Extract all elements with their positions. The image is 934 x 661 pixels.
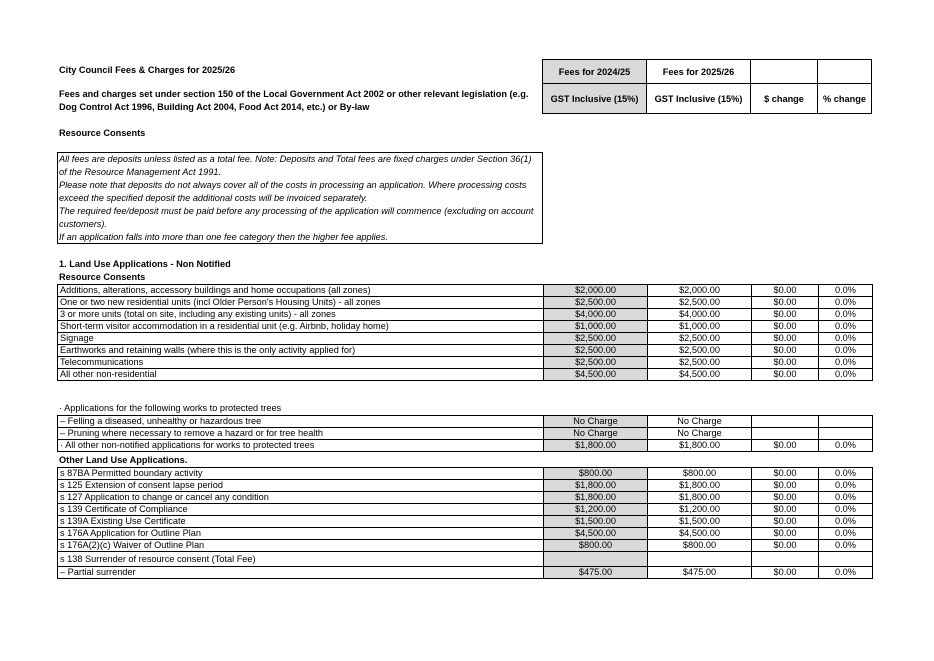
fee-2024-25: $1,000.00: [544, 321, 648, 333]
fee-description: s 139 Certificate of Compliance: [58, 504, 544, 516]
fee-2025-26: $2,500.00: [648, 357, 752, 369]
note-line: The required fee/deposit must be paid before any processing of the application will commence (excluding on account customers).: [59, 206, 534, 229]
fee-2025-26: No Charge: [648, 416, 752, 428]
dollar-change-cell: $0.00: [752, 504, 819, 516]
fee-2024-25: $2,500.00: [544, 357, 648, 369]
fee-2025-26: No Charge: [648, 428, 752, 440]
header-prev-year: Fees for 2024/25: [542, 59, 647, 84]
dollar-change-cell: $0.00: [752, 540, 819, 552]
pct-change-cell: 0.0%: [819, 567, 873, 579]
fee-description: Telecommunications: [58, 357, 544, 369]
pct-change-cell: 0.0%: [819, 357, 873, 369]
fee-2025-26: $1,800.00: [648, 440, 752, 452]
fee-2025-26: $2,500.00: [648, 333, 752, 345]
fee-2025-26: $2,500.00: [648, 297, 752, 309]
table-row: [58, 552, 873, 567]
dollar-change-cell: [752, 428, 819, 440]
trees-table: [57, 415, 873, 452]
pct-change-cell: 0.0%: [819, 285, 873, 297]
table-row: [58, 345, 873, 357]
dollar-change-cell: $0.00: [752, 567, 819, 579]
pct-change-cell: 0.0%: [819, 468, 873, 480]
fee-description: s 87BA Permitted boundary activity: [58, 468, 544, 480]
dollar-change-cell: $0.00: [752, 440, 819, 452]
table-row: [58, 492, 873, 504]
fee-2024-25: $800.00: [544, 540, 648, 552]
fee-2024-25: $4,500.00: [544, 528, 648, 540]
fee-description: s 176A(2)(c) Waiver of Outline Plan: [58, 540, 544, 552]
fee-description: One or two new residential units (incl Older Person's Housing Units) - all zones: [58, 297, 544, 309]
table-row: [58, 416, 873, 428]
fee-description: s 138 Surrender of resource consent (Total Fee): [58, 552, 544, 567]
fee-2024-25: [544, 552, 648, 567]
fee-description: All other non-residential: [58, 369, 544, 381]
dollar-change-cell: $0.00: [752, 528, 819, 540]
fee-2024-25: $2,500.00: [544, 345, 648, 357]
table-row: [58, 285, 873, 297]
dollar-change-cell: [752, 552, 819, 567]
header-prev-gst: GST Inclusive (15%): [542, 83, 647, 114]
fee-description: – Pruning where necessary to remove a hazard or for tree health: [58, 428, 544, 440]
fee-2025-26: $475.00: [648, 567, 752, 579]
header-dollar-change: $ change: [750, 83, 818, 114]
document-subtitle: Fees and charges set under section 150 of the Local Government Act 2002 or other relevant legislation (e.g. Dog Control Act 1996, Building Act 2004, Food Act 2014, etc.) or By-law: [59, 89, 529, 112]
dollar-change-cell: $0.00: [752, 468, 819, 480]
fee-description: · All other non-notified applications for works to protected trees: [58, 440, 544, 452]
dollar-change-cell: $0.00: [752, 333, 819, 345]
note-line: All fees are deposits unless listed as a total fee. Note: Deposits and Total fees are fixed charges under Section 36(1) of the Resource Management Act 1991.: [59, 154, 532, 177]
fee-2024-25: $1,200.00: [544, 504, 648, 516]
fee-2025-26: $1,800.00: [648, 492, 752, 504]
notes-box: [57, 152, 543, 244]
fee-2024-25: $1,500.00: [544, 516, 648, 528]
fee-2024-25: $475.00: [544, 567, 648, 579]
dollar-change-cell: $0.00: [752, 369, 819, 381]
table-row: [58, 567, 873, 579]
table-row: [58, 333, 873, 345]
section1-table: [57, 284, 873, 381]
pct-change-cell: [819, 552, 873, 567]
document-title: City Council Fees & Charges for 2025/26: [59, 65, 236, 75]
pct-change-cell: 0.0%: [819, 321, 873, 333]
note-line: If an application falls into more than one fee category then the higher fee applies.: [59, 232, 388, 242]
dollar-change-cell: $0.00: [752, 285, 819, 297]
pct-change-cell: 0.0%: [819, 345, 873, 357]
fee-description: s 127 Application to change or cancel any condition: [58, 492, 544, 504]
dollar-change-cell: $0.00: [752, 297, 819, 309]
dollar-change-cell: $0.00: [752, 345, 819, 357]
dollar-change-cell: [752, 416, 819, 428]
table-row: [58, 309, 873, 321]
pct-change-cell: 0.0%: [819, 440, 873, 452]
header-pct-blank: [817, 59, 872, 84]
section1-heading: 1. Land Use Applications - Non Notified: [59, 259, 231, 269]
fee-2025-26: $4,500.00: [648, 528, 752, 540]
fee-description: s 125 Extension of consent lapse period: [58, 480, 544, 492]
fee-2024-25: $800.00: [544, 468, 648, 480]
fee-description: s 139A Existing Use Certificate: [58, 516, 544, 528]
fee-2024-25: No Charge: [544, 428, 648, 440]
fee-2025-26: $1,500.00: [648, 516, 752, 528]
header-pct-change: % change: [817, 83, 872, 114]
fee-2025-26: $4,500.00: [648, 369, 752, 381]
dollar-change-cell: $0.00: [752, 321, 819, 333]
table-row: [58, 321, 873, 333]
fee-description: Additions, alterations, accessory buildings and home occupations (all zones): [58, 285, 544, 297]
fee-2024-25: $2,000.00: [544, 285, 648, 297]
fee-description: Earthworks and retaining walls (where this is the only activity applied for): [58, 345, 544, 357]
fee-description: Signage: [58, 333, 544, 345]
pct-change-cell: 0.0%: [819, 309, 873, 321]
pct-change-cell: 0.0%: [819, 504, 873, 516]
header-cur-year: Fees for 2025/26: [646, 59, 751, 84]
fee-description: – Partial surrender: [58, 567, 544, 579]
header-cur-gst: GST Inclusive (15%): [646, 83, 751, 114]
fee-description: 3 or more units (total on site, including any existing units) - all zones: [58, 309, 544, 321]
fee-2024-25: $1,800.00: [544, 480, 648, 492]
fee-2025-26: $1,800.00: [648, 480, 752, 492]
fee-description: – Felling a diseased, unhealthy or hazardous tree: [58, 416, 544, 428]
other-heading: Other Land Use Applications.: [59, 455, 188, 465]
pct-change-cell: [819, 416, 873, 428]
fee-2024-25: No Charge: [544, 416, 648, 428]
fee-2025-26: [648, 552, 752, 567]
table-row: [58, 357, 873, 369]
fee-2024-25: $1,800.00: [544, 492, 648, 504]
table-row: [58, 428, 873, 440]
fee-2025-26: $800.00: [648, 540, 752, 552]
table-row: [58, 468, 873, 480]
dollar-change-cell: $0.00: [752, 309, 819, 321]
table-row: [58, 440, 873, 452]
fee-2025-26: $2,500.00: [648, 345, 752, 357]
fee-2025-26: $4,000.00: [648, 309, 752, 321]
section1-subheading: Resource Consents: [59, 272, 146, 282]
table-row: [58, 480, 873, 492]
dollar-change-cell: $0.00: [752, 516, 819, 528]
pct-change-cell: 0.0%: [819, 369, 873, 381]
other-table: [57, 467, 873, 579]
pct-change-cell: 0.0%: [819, 492, 873, 504]
header-dollar-blank: [750, 59, 818, 84]
pct-change-cell: 0.0%: [819, 297, 873, 309]
dollar-change-cell: $0.00: [752, 357, 819, 369]
section-heading: Resource Consents: [59, 128, 146, 138]
fee-2025-26: $1,200.00: [648, 504, 752, 516]
table-row: [58, 297, 873, 309]
dollar-change-cell: $0.00: [752, 480, 819, 492]
trees-heading: · Applications for the following works to protected trees: [59, 403, 282, 413]
fee-2025-26: $1,000.00: [648, 321, 752, 333]
note-line: Please note that deposits do not always cover all of the costs in processing an application. Where processing costs exceed the specified deposit the additional costs will be invoiced separately.: [59, 180, 527, 203]
fee-2024-25: $4,000.00: [544, 309, 648, 321]
pct-change-cell: [819, 428, 873, 440]
table-row: [58, 528, 873, 540]
table-row: [58, 540, 873, 552]
pct-change-cell: 0.0%: [819, 333, 873, 345]
fee-2025-26: $800.00: [648, 468, 752, 480]
fee-2024-25: $2,500.00: [544, 333, 648, 345]
dollar-change-cell: $0.00: [752, 492, 819, 504]
fee-2025-26: $2,000.00: [648, 285, 752, 297]
pct-change-cell: 0.0%: [819, 540, 873, 552]
pct-change-cell: 0.0%: [819, 528, 873, 540]
pct-change-cell: 0.0%: [819, 516, 873, 528]
fee-2024-25: $1,800.00: [544, 440, 648, 452]
table-row: [58, 369, 873, 381]
pct-change-cell: 0.0%: [819, 480, 873, 492]
fee-description: s 176A Application for Outline Plan: [58, 528, 544, 540]
table-row: [58, 516, 873, 528]
fee-2024-25: $2,500.00: [544, 297, 648, 309]
table-row: [58, 504, 873, 516]
fee-description: Short-term visitor accommodation in a residential unit (e.g. Airbnb, holiday home): [58, 321, 544, 333]
fee-2024-25: $4,500.00: [544, 369, 648, 381]
